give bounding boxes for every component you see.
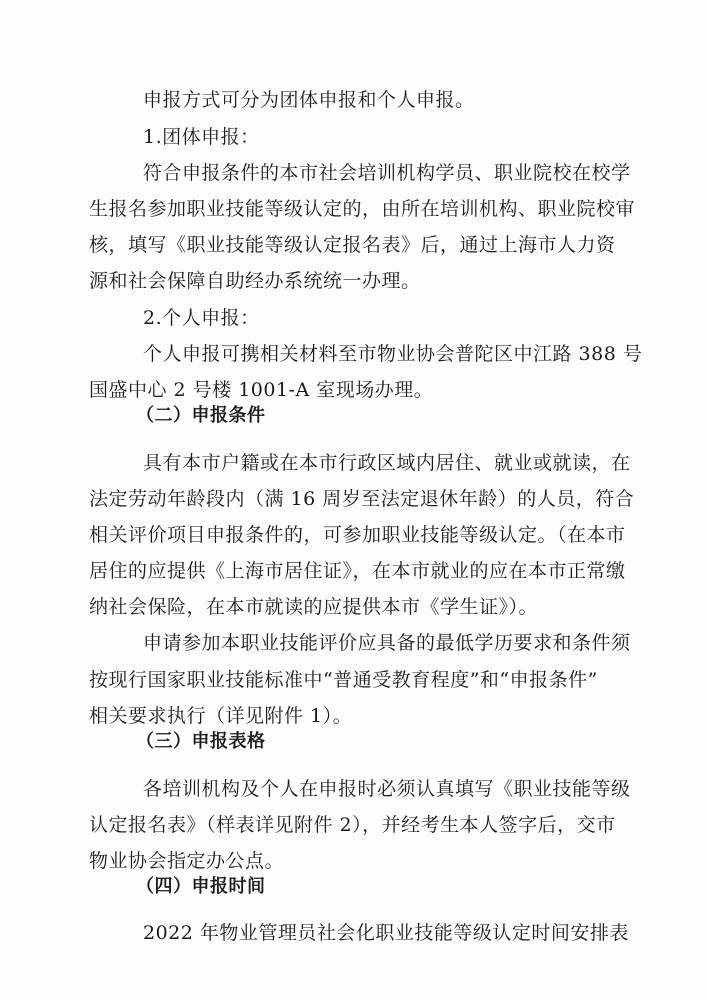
paragraph-line: 纳社会保险，在本市就读的应提供本市《学生证》）。: [89, 596, 539, 618]
section-heading: （二）申报条件: [136, 405, 266, 426]
paragraph-heading: 2.个人申报：: [143, 307, 260, 329]
paragraph-line: 国盛中心 2 号楼 1001-A 室现场办理。: [89, 379, 434, 401]
paragraph-heading: 1.团体申报：: [143, 126, 260, 148]
paragraph-line: 具有本市户籍或在本市行政区域内居住、就业或就读，在: [143, 452, 631, 474]
paragraph-line: 居住的应提供《上海市居住证》，在本市就业的应在本市正常缴: [89, 560, 626, 582]
paragraph-line: 个人申报可携相关材料至市物业协会普陀区中江路 388 号: [143, 343, 643, 365]
paragraph-line: 核，填写《职业技能等级认定报名表》后，通过上海市人力资: [89, 234, 616, 256]
paragraph-line: 申报方式可分为团体申报和个人申报。: [143, 89, 475, 111]
paragraph-line: 符合申报条件的本市社会培训机构学员、职业院校在校学: [143, 162, 631, 184]
paragraph-line: 相关要求执行（详见附件 1）。: [89, 705, 353, 727]
table-caption: 2022 年物业管理员社会化职业技能等级认定时间安排表: [143, 922, 629, 944]
section-heading: （四）申报时间: [136, 876, 266, 897]
paragraph-line: 申请参加本职业技能评价应具备的最低学历要求和条件须: [143, 632, 631, 654]
paragraph-line: 相关评价项目申报条件的，可参加职业技能等级认定。（在本市: [89, 524, 626, 546]
section-heading: （三）申报表格: [136, 731, 266, 752]
paragraph-line: 法定劳动年龄段内（满 16 周岁至法定退休年龄）的人员，符合: [89, 488, 635, 510]
paragraph-line: 认定报名表》（样表详见附件 2），并经考生本人签字后，交市: [89, 814, 616, 836]
paragraph-line: 按现行国家职业技能标准中“普通受教育程度”和“申报条件”: [89, 669, 598, 691]
paragraph-line: 各培训机构及个人在申报时必须认真填写《职业技能等级: [143, 778, 631, 800]
paragraph-line: 生报名参加职业技能等级认定的，由所在培训机构、职业院校审: [89, 198, 636, 220]
paragraph-line: 物业协会指定办公点。: [89, 850, 285, 872]
paragraph-line: 源和社会保障自助经办系统统一办理。: [89, 270, 421, 292]
